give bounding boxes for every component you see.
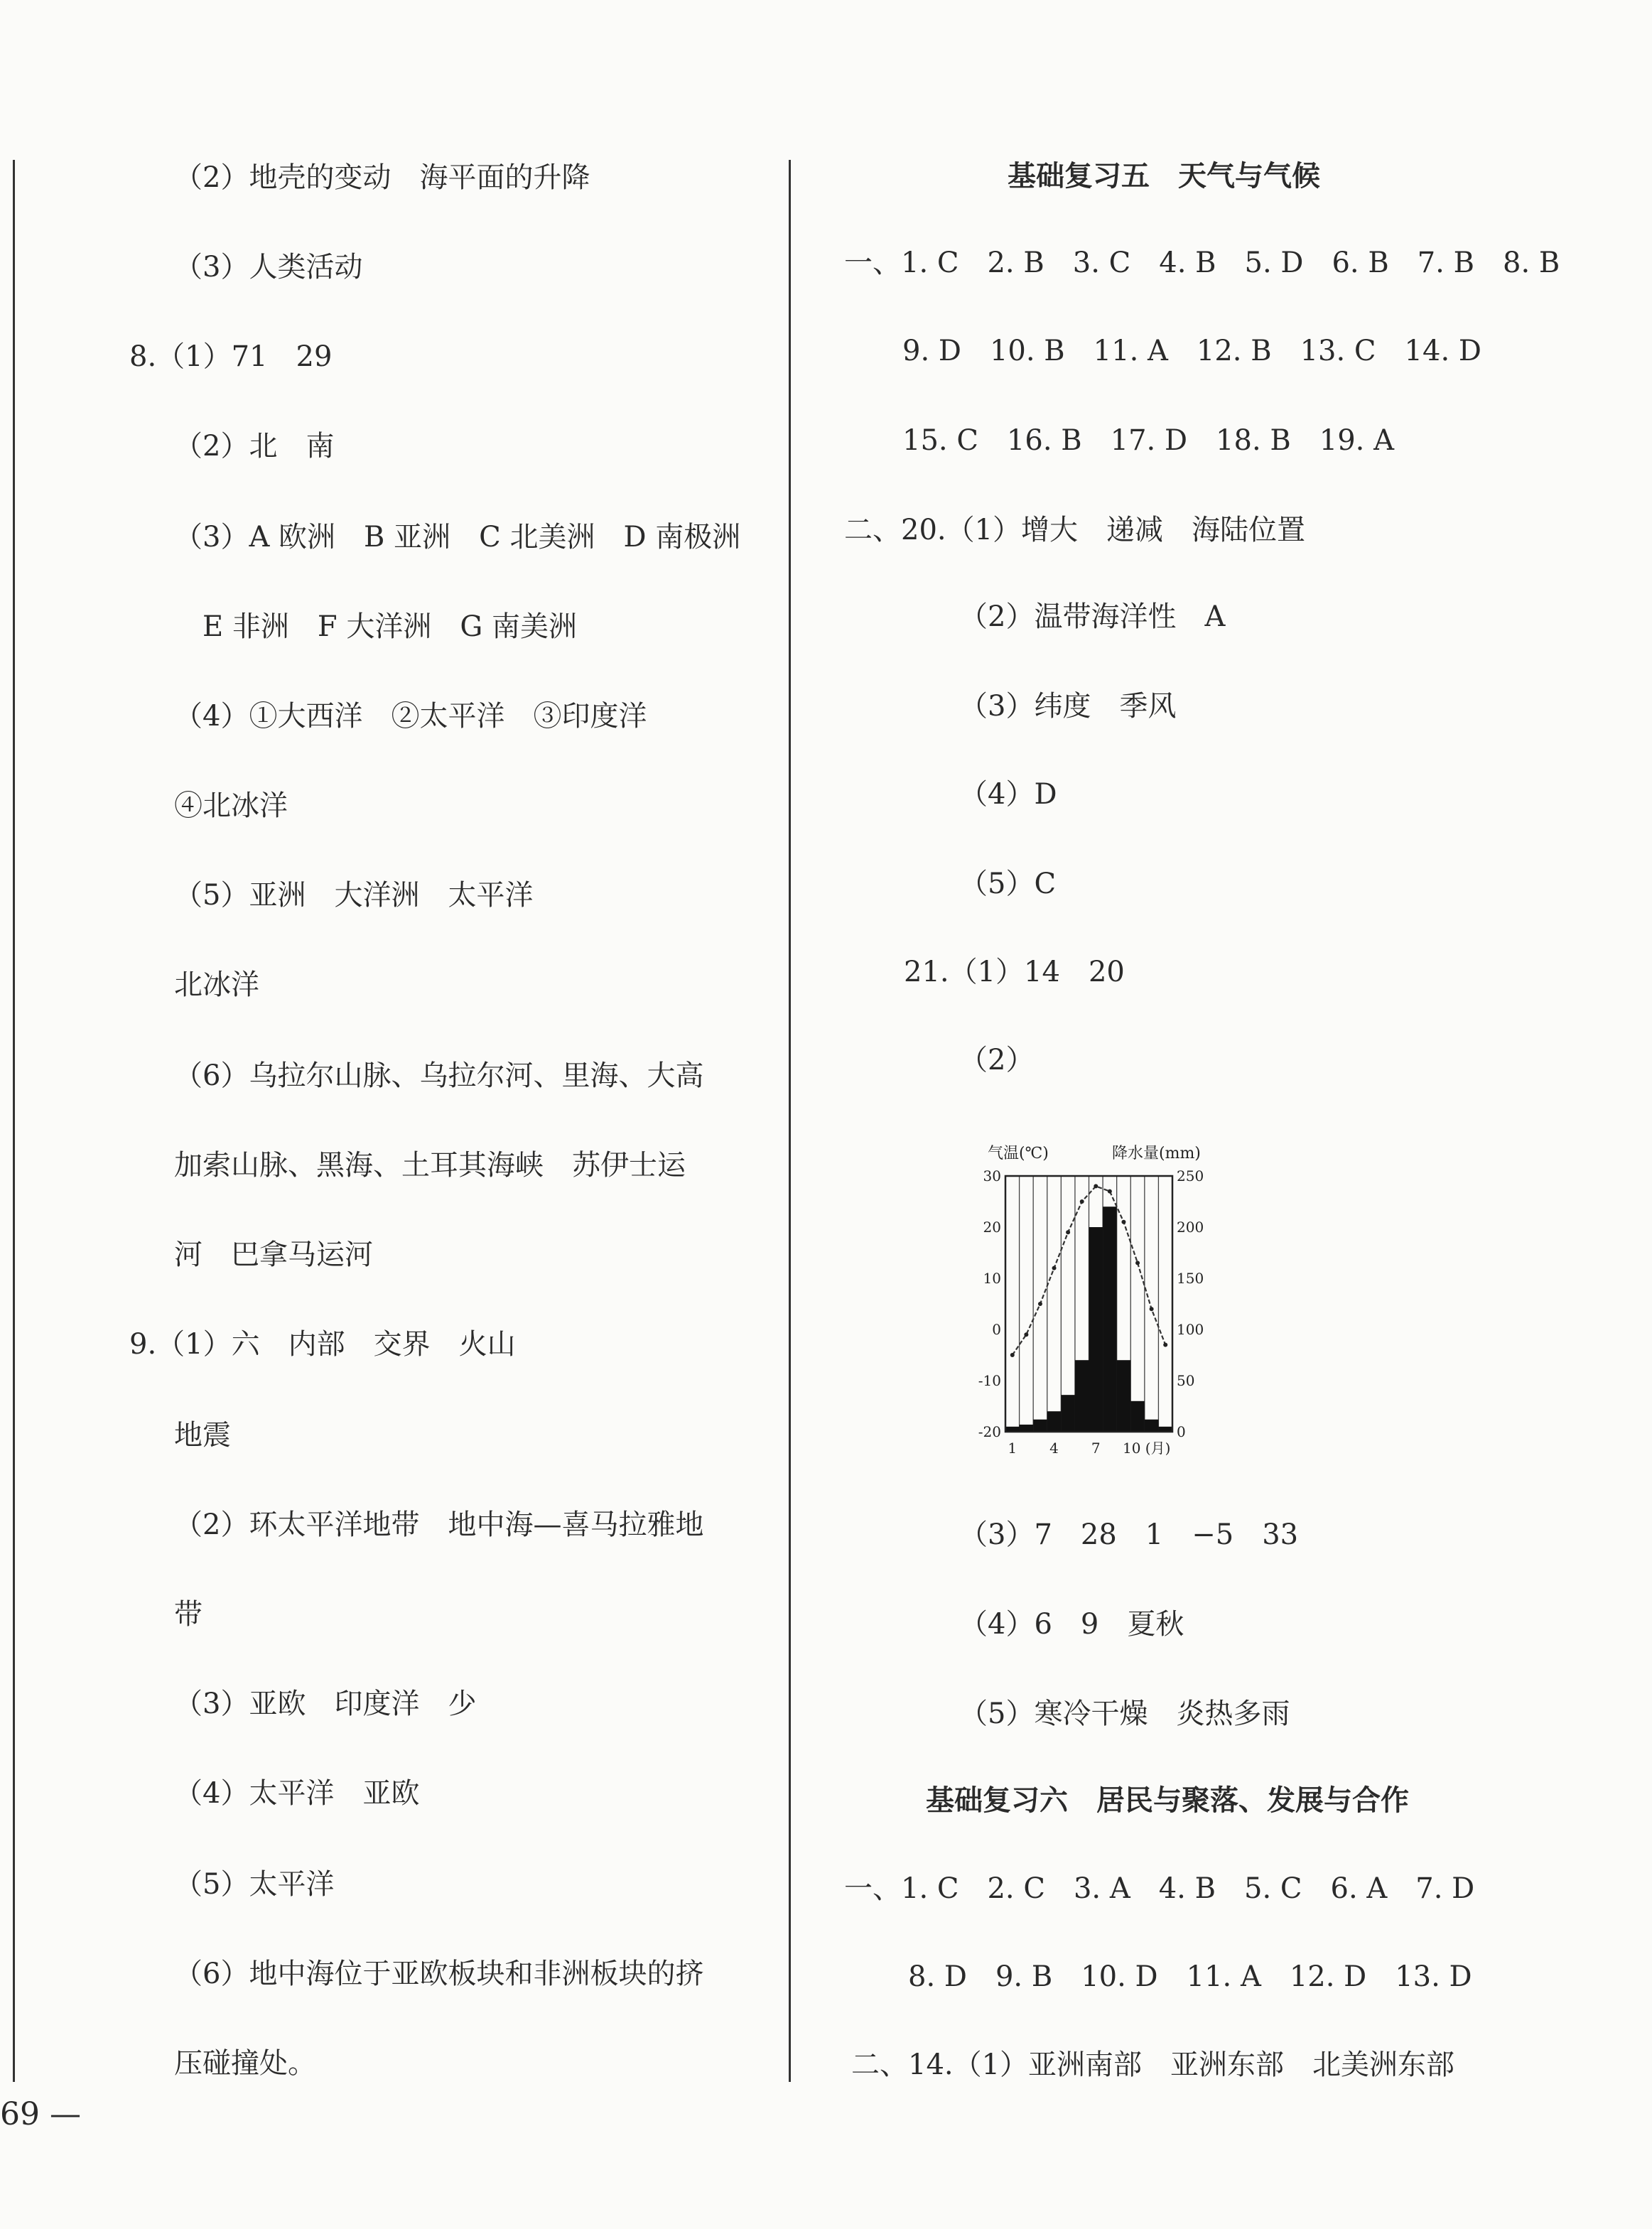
temp-point bbox=[1135, 1261, 1140, 1265]
precip-bar bbox=[1145, 1420, 1159, 1432]
precip-bar bbox=[1130, 1401, 1145, 1432]
precip-tick-label: 100 bbox=[1177, 1321, 1204, 1338]
month-ticks bbox=[1008, 1440, 1100, 1457]
right-line-10: （2） bbox=[959, 1044, 1035, 1076]
left-line-21: （6）地中海位于亚欧板块和非洲板块的挤 bbox=[174, 1958, 704, 1990]
left-line-2: （3）人类活动 bbox=[174, 251, 363, 284]
left-line-13: 河 巴拿马运河 bbox=[174, 1238, 373, 1271]
precip-bar bbox=[1089, 1227, 1103, 1432]
right-line-4: 二、20.（1）增大 递减 海陆位置 bbox=[844, 514, 1306, 546]
left-line-5: （3）A 欧洲 B 亚洲 C 北美洲 D 南极洲 bbox=[174, 521, 741, 554]
left-line-10: 北冰洋 bbox=[174, 968, 259, 1001]
right-line-14: 一、1. C 2. C 3. A 4. B 5. C 6. A 7. D bbox=[844, 1872, 1475, 1905]
temp-tick-label: 20 bbox=[983, 1219, 1001, 1236]
precip-tick-label: 150 bbox=[1177, 1270, 1204, 1287]
precip-bar bbox=[1061, 1395, 1075, 1432]
temp-point bbox=[1080, 1199, 1084, 1204]
right-line-6: （3）纬度 季风 bbox=[959, 690, 1177, 723]
temp-tick-label: -10 bbox=[978, 1372, 1001, 1389]
left-line-18: （3）亚欧 印度洋 少 bbox=[174, 1688, 477, 1720]
left-line-20: （5）太平洋 bbox=[174, 1868, 335, 1901]
left-line-4: （2）北 南 bbox=[174, 430, 335, 463]
temp-tick-label: 0 bbox=[992, 1321, 1001, 1338]
left-line-12: 加索山脉、黑海、土耳其海峡 苏伊士运 bbox=[174, 1149, 686, 1182]
right-line-16: 二、14.（1）亚洲南部 亚洲东部 北美洲东部 bbox=[851, 2049, 1455, 2081]
temp-point bbox=[1038, 1302, 1042, 1306]
left-line-8: ④北冰洋 bbox=[174, 789, 288, 822]
temp-point bbox=[1150, 1307, 1154, 1311]
right-line-2: 9. D 10. B 11. A 12. B 13. C 14. D bbox=[902, 335, 1481, 367]
precip-bar bbox=[1117, 1360, 1131, 1432]
right-line-3: 15. C 16. B 17. D 18. B 19. A bbox=[902, 424, 1394, 457]
column-divider bbox=[789, 160, 791, 2082]
right-line-15: 8. D 9. B 10. D 11. A 12. D 13. D bbox=[908, 1960, 1472, 1993]
precipitation-bars bbox=[1005, 1207, 1172, 1432]
left-line-16: （2）环太平洋地带 地中海—喜马拉雅地 bbox=[174, 1509, 704, 1541]
left-line-11: （6）乌拉尔山脉、乌拉尔河、里海、大高 bbox=[174, 1059, 704, 1092]
page-number: 69 — bbox=[0, 2096, 81, 2132]
right-line-12: （4）6 9 夏秋 bbox=[959, 1608, 1184, 1641]
month-tick-label: 7 bbox=[1091, 1440, 1101, 1457]
temp-point bbox=[1108, 1189, 1112, 1194]
right-line-13: （5）寒冷干燥 炎热多雨 bbox=[959, 1698, 1290, 1730]
precip-bar bbox=[1103, 1207, 1117, 1432]
right-line-5: （2）温带海洋性 A bbox=[959, 600, 1226, 633]
x-unit-label: 10 (月) bbox=[1123, 1440, 1171, 1457]
precip-tick-label: 50 bbox=[1177, 1372, 1195, 1389]
section6-title: 基础复习六 居民与聚落、发展与合作 bbox=[926, 1784, 1409, 1817]
temp-tick-label: 10 bbox=[983, 1270, 1001, 1287]
right-axis-label: 降水量(mm) bbox=[1112, 1145, 1201, 1162]
left-line-1: （2）地壳的变动 海平面的升降 bbox=[174, 161, 590, 194]
section5-title: 基础复习五 天气与气候 bbox=[1008, 160, 1320, 193]
temp-tick-label: -20 bbox=[978, 1423, 1001, 1440]
right-line-7: （4）D bbox=[959, 778, 1057, 811]
left-line-17: 带 bbox=[174, 1598, 203, 1631]
left-line-19: （4）太平洋 亚欧 bbox=[174, 1777, 420, 1810]
left-line-15: 地震 bbox=[174, 1419, 231, 1452]
left-axis-label: 气温(℃) bbox=[988, 1145, 1049, 1162]
left-line-14: 9.（1）六 内部 交界 火山 bbox=[129, 1328, 516, 1361]
precip-tick-label: 200 bbox=[1177, 1219, 1204, 1236]
temp-tick-label: 30 bbox=[983, 1167, 1001, 1184]
precip-bar bbox=[1075, 1360, 1089, 1432]
temp-point bbox=[1010, 1353, 1015, 1357]
precip-bar bbox=[1047, 1411, 1062, 1432]
left-line-22: 压碰撞处。 bbox=[174, 2047, 316, 2080]
temp-point bbox=[1121, 1220, 1125, 1224]
precip-tick-label: 250 bbox=[1177, 1167, 1204, 1184]
temperature-ticks bbox=[978, 1167, 1001, 1440]
left-line-7: （4）①大西洋 ②太平洋 ③印度洋 bbox=[174, 700, 647, 733]
right-line-9: 21.（1）14 20 bbox=[904, 956, 1125, 988]
temp-point bbox=[1066, 1230, 1070, 1234]
left-margin-line bbox=[13, 160, 15, 2082]
left-line-6: E 非洲 F 大洋洲 G 南美洲 bbox=[203, 610, 578, 643]
temp-point bbox=[1094, 1184, 1098, 1188]
month-tick-label: 1 bbox=[1008, 1440, 1017, 1457]
precip-bar bbox=[1033, 1420, 1047, 1432]
climate-chart bbox=[973, 1140, 1215, 1460]
month-tick-label: 4 bbox=[1049, 1440, 1059, 1457]
temp-point bbox=[1024, 1332, 1028, 1337]
right-line-8: （5）C bbox=[959, 868, 1057, 900]
left-line-9: （5）亚洲 大洋洲 太平洋 bbox=[174, 879, 534, 912]
precip-tick-label: 0 bbox=[1177, 1423, 1186, 1440]
right-line-11: （3）7 28 1 −5 33 bbox=[959, 1518, 1299, 1551]
temp-point bbox=[1052, 1266, 1057, 1270]
precipitation-ticks bbox=[1177, 1167, 1204, 1440]
precip-bar bbox=[1020, 1425, 1034, 1432]
right-line-1: 一、1. C 2. B 3. C 4. B 5. D 6. B 7. B 8. B bbox=[844, 247, 1560, 279]
left-line-3: 8.（1）71 29 bbox=[129, 340, 333, 373]
temp-point bbox=[1163, 1343, 1167, 1347]
